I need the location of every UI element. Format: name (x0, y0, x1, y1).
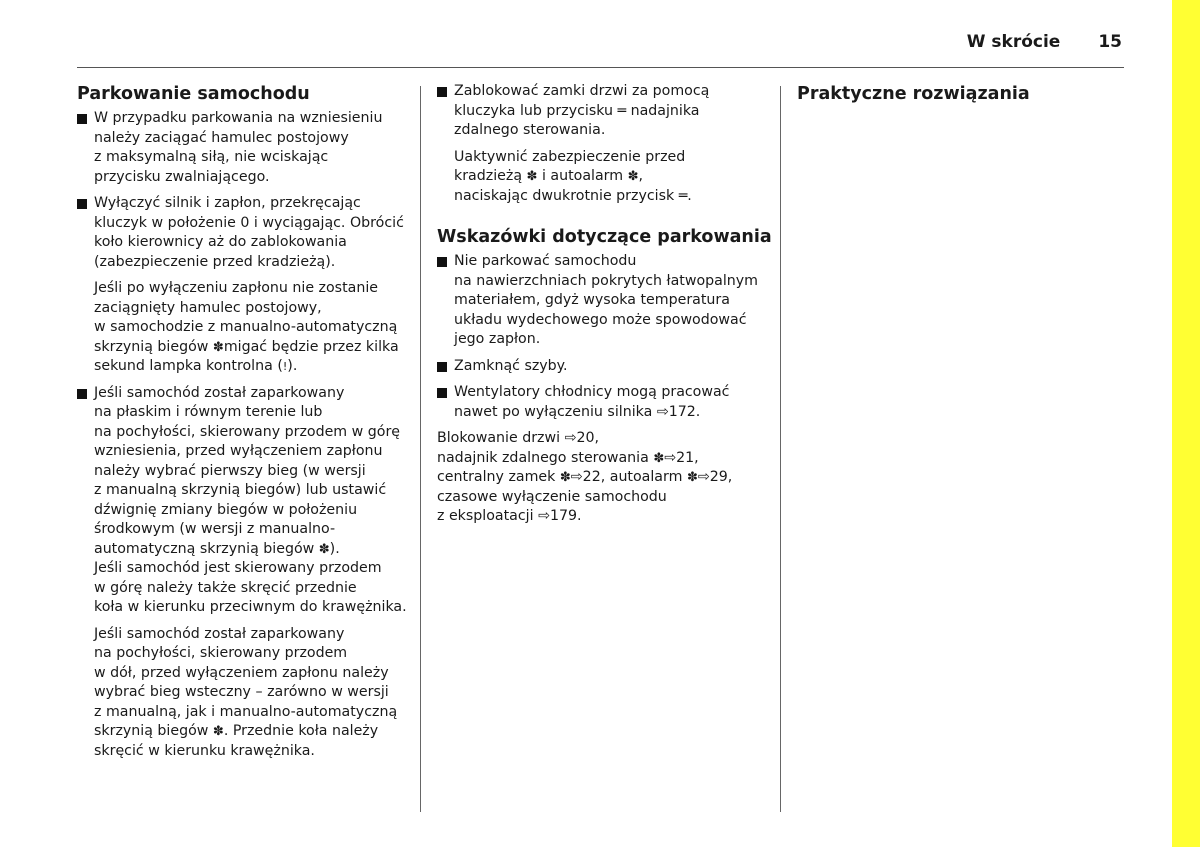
text-line: skrzynią biegów (94, 338, 209, 355)
text-line: na nawierzchniach pokrytych łatwopalnym (454, 272, 758, 289)
remote-button-icon: ═ (678, 187, 688, 204)
text-line: centralny zamek (437, 469, 556, 485)
text-line: nadajnika (630, 102, 700, 119)
text-line: na płaskim i równym terenie lub (94, 404, 323, 420)
page-number: 15 (1098, 32, 1122, 52)
text-line: 20, (576, 430, 600, 446)
column-divider (780, 86, 781, 812)
text-line: 21, (676, 449, 699, 466)
bullet-item (437, 383, 772, 422)
text-line: 172. (668, 403, 701, 420)
text-line: . Przednie koła należy (223, 723, 379, 739)
text-line: w górę należy także skręcić przednie (94, 579, 357, 596)
option-asterisk-icon: ✽ (212, 339, 224, 355)
page-ref-arrow-icon: ⇨ (564, 430, 577, 446)
text-line: należy zaciągać hamulec postojowy (94, 129, 349, 146)
text-line: w samochodzie z manualno-automatyczną (94, 319, 398, 335)
paragraph (77, 625, 417, 762)
option-asterisk-icon: ✽ (653, 450, 665, 466)
text-line: nawet po wyłączeniu silnika (454, 403, 653, 420)
bullet-item (77, 194, 417, 272)
section-heading: Wskazówki dotyczące parkowania (437, 227, 772, 247)
text-line: układu wydechowego może spowodować (454, 311, 747, 328)
option-asterisk-icon: ✽ (212, 724, 224, 739)
text-line: z manualną skrzynią biegów) lub ustawić (94, 482, 387, 498)
text-line: należy wybrać pierwszy bieg (w wersji (94, 462, 366, 479)
section-title: W skrócie (966, 32, 1061, 52)
column-divider (420, 86, 421, 812)
option-asterisk-icon: ✽ (627, 169, 639, 184)
text-line: czasowe wyłączenie samochodu (437, 488, 667, 505)
column-1 (77, 82, 417, 768)
text-line: Wentylatory chłodnicy mogą pracować (454, 384, 730, 400)
text-line: Zamknąć szyby. (454, 357, 568, 374)
text-line: Jeśli samochód został zaparkowany (94, 384, 345, 401)
text-line: koła w kierunku przeciwnym do krawężnika. (94, 599, 407, 615)
text-line: jego zapłon. (454, 331, 541, 347)
option-asterisk-icon: ✽ (686, 470, 698, 485)
square-bullet-icon (437, 388, 447, 398)
text-line: kluczyka lub przycisku (454, 102, 613, 119)
paragraph (437, 148, 772, 207)
text-line: Jeśli samochód jest skierowany przodem (94, 560, 382, 576)
text-line: materiałem, gdyż wysoka temperatura (454, 292, 730, 308)
text-line: i autoalarm (541, 168, 624, 184)
text-line: skrzynią biegów (94, 723, 209, 739)
square-bullet-icon (77, 114, 87, 124)
text-line: migać będzie przez kilka (223, 338, 399, 355)
bullet-item (77, 384, 417, 618)
text-line: automatyczną skrzynią biegów (94, 540, 315, 557)
page-ref-arrow-icon: ⇨ (664, 449, 677, 466)
text-line: 22, autoalarm (582, 469, 683, 485)
text-line: środkowym (w wersji z manualno- (94, 521, 336, 537)
column-2 (437, 82, 772, 534)
text-line: 179. (549, 508, 582, 524)
text-line: Zablokować zamki drzwi za pomocą (454, 83, 710, 99)
text-line: skręcić w kierunku krawężnika. (94, 742, 315, 759)
text-line: z eksploatacji (437, 508, 534, 524)
page-ref-arrow-icon: ⇨ (538, 508, 550, 524)
text-line: Uaktywnić zabezpieczenie przed (454, 148, 686, 165)
cross-references (437, 429, 772, 527)
page-header (967, 32, 1122, 52)
text-line: wybrać bieg wsteczny – zarówno w wersji (94, 684, 389, 700)
text-line: Jeśli po wyłączeniu zapłonu nie zostanie (94, 280, 378, 296)
warning-lamp-icon: (!) (277, 358, 293, 374)
text-line: kradzieżą (454, 168, 523, 184)
text-line: Blokowanie drzwi (437, 430, 561, 446)
text-line: z manualną, jak i manualno-automatyczną (94, 703, 398, 720)
section-heading: Parkowanie samochodu (77, 84, 310, 104)
text-line: dźwignię zmiany biegów w położeniu (94, 501, 358, 518)
square-bullet-icon (437, 362, 447, 372)
text-line: na pochyłości, skierowany przodem w górę (94, 423, 401, 440)
option-asterisk-icon: ✽ (526, 169, 538, 184)
text-line: na pochyłości, skierowany przodem (94, 645, 348, 661)
option-asterisk-icon: ✽ (559, 470, 571, 485)
bullet-item (77, 109, 417, 187)
text-line: 29, (709, 469, 733, 485)
square-bullet-icon (437, 257, 447, 267)
text-line: nadajnik zdalnego sterowania (437, 449, 649, 466)
text-line: przycisku zwalniającego. (94, 168, 270, 185)
text-line: ). (329, 540, 340, 557)
square-bullet-icon (77, 199, 87, 209)
text-line: Nie parkować samochodu (454, 253, 637, 269)
page-ref-arrow-icon: ⇨ (697, 469, 710, 485)
square-bullet-icon (437, 87, 447, 97)
page-ref-arrow-icon: ⇨ (656, 403, 669, 420)
text-line: kluczyk w położenie 0 i wyciągając. Obrócić (94, 214, 404, 231)
square-bullet-icon (77, 389, 87, 399)
text-line: sekund lampka kontrolna (94, 358, 273, 374)
section-tab (1172, 0, 1200, 847)
text-line: W przypadku parkowania na wzniesieniu (94, 110, 383, 126)
bullet-item (437, 357, 772, 377)
text-line: . (687, 187, 692, 204)
text-line: koło kierownicy aż do zablokowania (94, 234, 347, 250)
bullet-item (437, 82, 772, 141)
section-heading: Praktyczne rozwiązania (797, 84, 1030, 104)
text-line: Jeśli samochód został zaparkowany (94, 625, 345, 642)
header-rule (77, 67, 1124, 68)
text-line: w dół, przed wyłączeniem zapłonu należy (94, 664, 389, 681)
text-line: zaciągnięty hamulec postojowy, (94, 299, 322, 316)
text-line: wzniesienia, przed wyłączeniem zapłonu (94, 443, 383, 459)
text-line: zdalnego sterowania. (454, 122, 606, 138)
text-line: (zabezpieczenie przed kradzieżą). (94, 253, 336, 270)
bullet-item (437, 252, 772, 350)
text-line: Wyłączyć silnik i zapłon, przekręcając (94, 195, 361, 211)
page-ref-arrow-icon: ⇨ (570, 469, 583, 485)
text-line: z maksymalną siłą, nie wciskając (94, 149, 329, 165)
text-line: naciskając dwukrotnie przycisk (454, 187, 675, 204)
remote-button-icon: ═ (617, 102, 627, 119)
option-asterisk-icon: ✽ (318, 541, 330, 557)
text-line: , (638, 168, 644, 184)
paragraph (77, 279, 417, 377)
text-line: . (292, 358, 298, 374)
column-3 (797, 82, 1127, 109)
